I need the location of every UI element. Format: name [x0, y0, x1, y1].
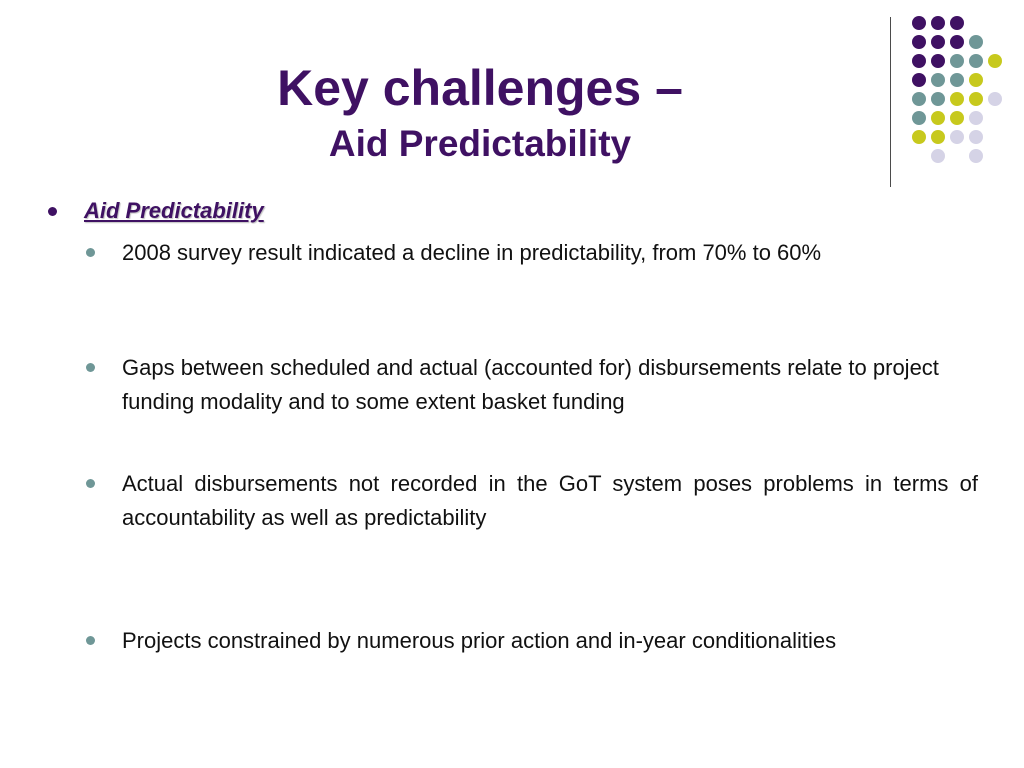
dot [912, 130, 926, 144]
dot [912, 73, 926, 87]
dot [931, 111, 945, 125]
dot [969, 54, 983, 68]
decorative-dot-grid [0, 0, 1024, 200]
dot [969, 92, 983, 106]
dot [950, 111, 964, 125]
dot [950, 73, 964, 87]
dot [969, 111, 983, 125]
sub-bullet-item [78, 351, 978, 419]
dot [969, 73, 983, 87]
dot [950, 92, 964, 106]
sub-bullet-icon [86, 248, 95, 257]
dot [912, 16, 926, 30]
main-bullet-item [44, 196, 984, 226]
sub-bullet-icon [86, 636, 95, 645]
sub-bullet-item [78, 624, 978, 658]
dot [931, 54, 945, 68]
title-line-2: Aid Predictability [328, 123, 632, 164]
main-bullet-heading: Aid Predictability [84, 198, 264, 223]
title-line-1: Key challenges – [277, 60, 683, 116]
sub-bullet-text: Gaps between scheduled and actual (accounted for) disbursements relate to project funding modality and to some extent basket funding [122, 355, 939, 414]
sub-bullet-text: Projects constrained by numerous prior action and in-year conditionalities [122, 628, 837, 653]
main-bullet-icon [48, 207, 57, 216]
dot [931, 92, 945, 106]
dot [912, 92, 926, 106]
dot [950, 130, 964, 144]
dot [931, 16, 945, 30]
dot [950, 35, 964, 49]
dot [912, 54, 926, 68]
sub-bullet-item [78, 236, 978, 270]
dot [950, 16, 964, 30]
dot [912, 111, 926, 125]
dot [931, 130, 945, 144]
dot [931, 149, 945, 163]
dot [931, 35, 945, 49]
sub-bullet-item [78, 467, 978, 535]
dot [931, 73, 945, 87]
sub-bullet-icon [86, 363, 95, 372]
sub-bullet-text: Actual disbursements not recorded in the GoT system poses problems in terms of accountability as well as predictability [122, 471, 978, 530]
dot [969, 149, 983, 163]
dot [950, 54, 964, 68]
dot [988, 92, 1002, 106]
dot [988, 54, 1002, 68]
dot [969, 130, 983, 144]
sub-bullet-icon [86, 479, 95, 488]
dot [969, 35, 983, 49]
dot [912, 35, 926, 49]
slide-content [44, 196, 984, 226]
sub-bullet-text: 2008 survey result indicated a decline in predictability, from 70% to 60% [122, 240, 822, 265]
